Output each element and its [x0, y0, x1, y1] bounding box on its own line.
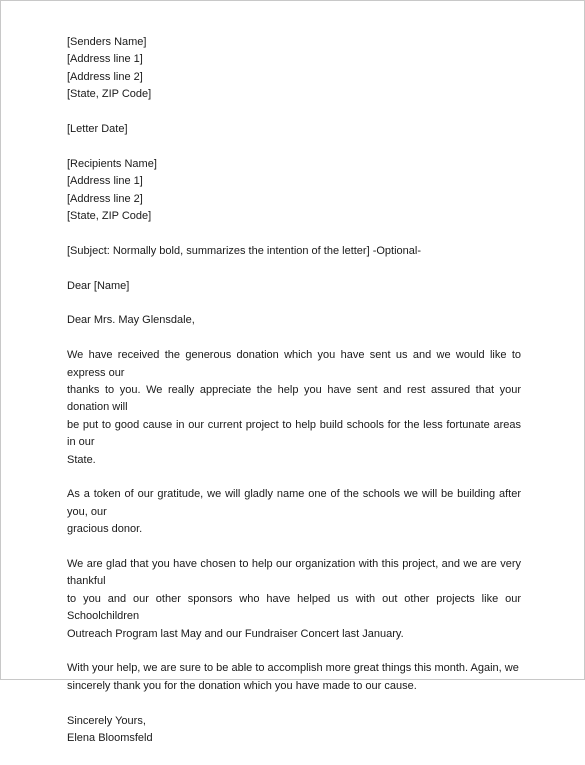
salutation-placeholder: Dear [Name]	[67, 279, 130, 292]
closing-phrase: Sincerely Yours,	[67, 714, 146, 727]
paragraph-line: As a token of our gratitude, we will gladly name one of the schools we will be building after you, our	[67, 488, 521, 518]
sender-state-zip: [State, ZIP Code]	[67, 88, 152, 101]
salutation-placeholder-block	[67, 278, 521, 295]
paragraph-line: With your help, we are sure to be able to accomplish more great things this month. Again, we	[67, 662, 519, 675]
sender-address-line-2: [Address line 2]	[67, 70, 143, 83]
sender-address-block	[67, 34, 521, 104]
paragraph-line: be put to good cause in our current project to help build schools for the less fortunate areas in our	[67, 418, 521, 449]
paragraph-line: to you and our other sponsors who have helped us with out other projects like our Schoolchildren	[67, 592, 521, 623]
recipient-address-block	[67, 156, 521, 226]
salutation-block	[67, 312, 521, 329]
sender-name: [Senders Name]	[67, 36, 147, 48]
letter-body	[67, 34, 521, 765]
sender-address-line-1: [Address line 1]	[67, 53, 143, 66]
paragraph-gratitude	[67, 486, 521, 538]
paragraph-organization	[67, 556, 521, 643]
paragraph-donation-thanks	[67, 347, 521, 469]
subject-line: [Subject: Normally bold, summarizes the intention of the letter] -Optional-	[67, 244, 421, 257]
salutation: Dear Mrs. May Glensdale,	[67, 314, 195, 327]
paragraph-line: sincerely thank you for the donation which you have made to our cause.	[67, 679, 417, 692]
paragraph-closing-thanks	[67, 660, 521, 695]
recipient-address-line-1: [Address line 1]	[67, 175, 143, 188]
paragraph-line: We have received the generous donation which you have sent us and we would like to express our	[67, 349, 521, 379]
recipient-name: [Recipients Name]	[67, 157, 157, 170]
signature-block	[67, 713, 521, 748]
paragraph-line: thanks to you. We really appreciate the help you have sent and rest assured that your donation will	[67, 384, 521, 414]
recipient-state-zip: [State, ZIP Code]	[67, 210, 152, 223]
subject-block	[67, 243, 521, 260]
letter-date: [Letter Date]	[67, 123, 128, 136]
paragraph-line: gracious donor.	[67, 523, 143, 536]
recipient-address-line-2: [Address line 2]	[67, 192, 143, 205]
letter-date-block	[67, 121, 521, 138]
paragraph-line: We are glad that you have chosen to help our organization with this project, and we are very thankful	[67, 558, 521, 588]
signature-name: Elena Bloomsfeld	[67, 732, 153, 745]
paragraph-line: Outreach Program last May and our Fundraiser Concert last January.	[67, 627, 404, 640]
paragraph-line: State.	[67, 453, 96, 466]
